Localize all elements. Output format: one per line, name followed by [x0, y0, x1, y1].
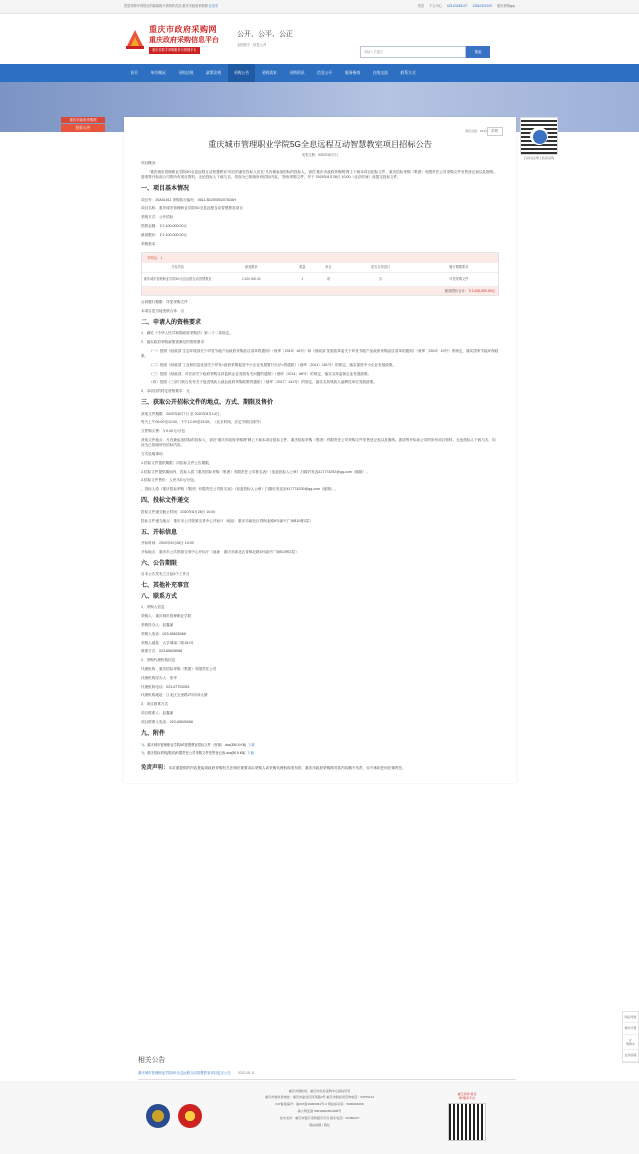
paragraph: 文件购买费：￥0.00元/分包 [141, 429, 185, 434]
paragraph: 3．项目联系方式 [141, 702, 169, 707]
related-link[interactable]: 重庆城市管理职业学院5G全息远程互动智慧教室项目更正公告 2020-08-11 [138, 1071, 516, 1080]
section-2-body [141, 331, 499, 394]
phone-1: 023-63188127 [446, 4, 468, 9]
wechat-qr-panel [518, 117, 560, 160]
section-heading: 一、项目基本情况 [141, 186, 190, 193]
nav-item[interactable]: 信息公开 [317, 71, 333, 75]
download-link[interactable]: 下载 [248, 742, 255, 747]
paragraph: 开标时间：2020年8月28日 10:00 [141, 540, 194, 545]
nav-item[interactable]: 采购法规 [178, 71, 194, 75]
paragraph: （一）按照《财政部 生态环境部关于印发节能产品政府采购品目清单的通知》（财库〔2019〕18号）和《财政部 发展改革委关于印发节能产品政府采购品目清单的通知》（财库〔2019〕19号）的规定，落实国家节能环保政策。 [141, 348, 499, 358]
overview-label: 项目概况： [141, 161, 159, 166]
location-switch[interactable]: 区县市 [208, 4, 219, 9]
overview-text: “重庆城市管理职业学院5G全息远程互动智慧教室”项目的潜在投标人应在“凡有兼参加招标的投标人，请在‘重庆市政府采购网’网上下载本项目招标文件，重庆招标采购（集团）有限责任公司采购文件发售登记表以及图纸。需请等开标前公司的所有项目资料，无论投标人下载与否，均视为已知晓所有招标内容。”获取采购文件，并于 2020年8月28日 10:00（北京时间）前提交投标文件。 [141, 169, 497, 180]
phone-2: 13810301919 [472, 4, 492, 9]
table-header: 单位 [315, 263, 341, 273]
table-header: 分包内容 [142, 263, 213, 273]
package-caption: 采购包：1 [142, 253, 498, 263]
table-sum: 最高限价合计：￥2,100,000.00元 [142, 287, 498, 295]
paragraph: 3.招标文件售价：人民币0元/分包。 [141, 478, 198, 483]
section-1-after [141, 300, 499, 314]
attachment-name[interactable]: 重庆招标采购(集团)有限责任公司采购文件发售登记表.doc(80.5 KB) [147, 751, 246, 756]
section-heading: 四、投标文件递交 [141, 498, 190, 505]
attachment-name[interactable]: 重庆城市管理职业学院5G智慧教室招标文件（音频）.doc(350.5 KB) [147, 742, 247, 747]
nav-item[interactable]: 在线交流 [372, 71, 388, 75]
search-input[interactable]: 请输入关键字 [360, 46, 466, 58]
table-cell: 否 [342, 273, 420, 287]
footer-line: 重庆市财政局地址：重庆市渝北区同茂路3号 重庆市财政局咨询电话：62575112 [265, 1095, 374, 1100]
logo-line-2: 重庆政府采购信息平台 [149, 36, 219, 44]
paragraph: 采购需求： [141, 241, 159, 246]
paragraph: ，投标人将《重庆招标采购（集团）有限责任公司报名表》（加盖投标人公章）扫描后发送至417774292@qq.com（邮箱）。 [141, 487, 338, 492]
paragraph: （四）按照《三部门联合发布关于促进残疾人就业政府采购政策的通知》（财库〔2017〕141号）的规定，落实支持残疾人福利性单位发展政策。 [149, 380, 377, 385]
paragraph: 自本公告发布之日起5个工作日 [141, 572, 190, 577]
side-toolbar [622, 1011, 639, 1063]
search-button[interactable]: 搜索 [466, 46, 490, 58]
paragraph: 项目号：20A01511 采购执行编号：0611-B22000020752AH [141, 197, 236, 202]
party-emblem-icon [178, 1104, 202, 1128]
print-button[interactable]: 打印 [487, 127, 503, 136]
disclaimer [141, 765, 499, 773]
paragraph: 投标文件递交地点：重庆市公共资源交易中心开标厅（地址：重庆市渝北区青枫北路6号渝兴广场B10栋2层） [141, 518, 314, 523]
paragraph: 方式说明事项： [141, 452, 167, 457]
paragraph: 2．采购代理机构信息 [141, 658, 176, 663]
paragraph: （三）按照《财政部、司法部关于政府采购支持监狱企业发展有关问题的通知》（财库〔2014〕68号）的规定，落实支持监狱企业发展政策。 [149, 371, 372, 376]
section-5-body [141, 541, 499, 555]
nav-item[interactable]: 服务指南 [344, 71, 361, 75]
search-bar [360, 46, 490, 58]
logo-text [149, 24, 219, 53]
footer-line: ICP备案编号：渝ICP备19006961号-2 网站标识码：5000000100 [275, 1102, 364, 1107]
section-heading: 七、其他补充事宜 [141, 583, 190, 590]
badge-line-2: 招标公告 [61, 124, 105, 132]
paragraph: 代理机构：重庆招标采购（集团）有限责任公司 [141, 667, 217, 672]
header [0, 14, 639, 64]
paragraph: 最高限价：￥2,100,000.00元 [141, 232, 188, 237]
publish-date: 发布日期：2020年8月7日 [301, 152, 339, 157]
attachment-item [141, 751, 499, 756]
nav-item[interactable]: 政策法规 [206, 71, 222, 75]
download-link[interactable]: 下载 [247, 751, 254, 756]
package-table [141, 252, 499, 297]
qr-code-icon [520, 117, 558, 155]
side-cart-button[interactable]: 🛒 购物车 [623, 1035, 638, 1051]
section-heading: 三、获取公开招标文件的地点、方式、期限及售价 [141, 400, 274, 407]
paragraph: 获取文件期限：2020年8月7日 至 2020年8月14日。 [141, 411, 223, 416]
related-notices [138, 1056, 516, 1080]
nav-item[interactable]: 采购公告 [228, 64, 256, 82]
table-cell: 重庆城市管理职业学院5G全息远程互动智慧教室 [142, 273, 213, 287]
paragraph: 2．落实政府采购政策需满足的资格要求： [141, 339, 208, 344]
nav-item[interactable]: 采购需求 [261, 71, 277, 75]
paragraph: 采购人电话：023-65626068 [141, 631, 186, 636]
paragraph: 预算金额：￥2,100,000.00元 [141, 224, 188, 228]
footer-qr-code-icon [448, 1103, 486, 1141]
paragraph: 每天上午00:00至12:00，下午12:00至23:59。（北京时间，法定节假日除外） [141, 420, 264, 425]
logo-line-3: 重庆市数字采购服务与管理平台 [149, 47, 200, 54]
table-header: 履行期限要求 [420, 263, 498, 273]
footer-qr-title: 重庆采购“喜采购”服务平台 [457, 1092, 477, 1101]
side-service-button[interactable]: 在线客服 [623, 1050, 638, 1061]
logo[interactable] [124, 24, 219, 53]
paragraph: 获取文件地点：凡有兼参加招标的投标人，请在“重庆市政府采购网”网上下载本项目招标文件、重庆招标采购（集团）有限责任公司采购文件发售登记表以及图纸。需请等开标前公司的所有项目资料，无论投标人下载与否，均视为已知晓所有招标内容。 [141, 438, 496, 448]
table-header: 最高限价 [213, 263, 289, 273]
paragraph: 项目联系人电话：023-65626068 [141, 719, 193, 724]
nav-item[interactable]: 单位概况 [150, 71, 166, 75]
footer-links[interactable]: 网站地图 | 隐私 [308, 1123, 331, 1128]
nav-item[interactable]: 首页 [130, 71, 138, 75]
section-1-body [141, 198, 499, 247]
app-logo-icon [533, 130, 547, 144]
section-8-body [141, 605, 499, 725]
top-bar [0, 0, 639, 14]
top-link-user-center[interactable]: 个人中心 [429, 4, 442, 9]
disclaimer-label: 免责声明： [141, 765, 169, 772]
article-panel [69, 117, 516, 783]
table-header: 数量 [289, 263, 315, 273]
attachments [141, 743, 499, 757]
table-cell: 项 [315, 273, 341, 287]
related-date: 2020-08-11 [237, 1070, 255, 1075]
section-heading: 六、公告期限 [141, 560, 178, 567]
paragraph: 采购人地址：大学城南二路151号 [141, 640, 194, 645]
top-bar-right [418, 4, 515, 9]
paragraph: 采购方式：公开招标 [141, 215, 174, 220]
cart-icon: 🛒 [628, 1037, 633, 1042]
paragraph: 合同履行期限：详见采购文件 [141, 299, 188, 304]
logo-emblem-icon [124, 28, 146, 50]
paragraph: 投标文件递交截止时间：2020年8月28日 10:00 [141, 509, 216, 514]
paragraph: 代理机构电话：023-67702053 [141, 684, 190, 689]
footer [0, 1081, 639, 1154]
section-heading: 九、附件 [141, 731, 166, 737]
paragraph: 项目名称：重庆城市管理职业学院5G全息远程互动智慧教室项目 [141, 206, 243, 211]
paragraph: 项目联系人：赵鑫丽 [141, 711, 174, 715]
side-nav-button[interactable]: 网站导航 [623, 1012, 638, 1023]
section-4-body [141, 510, 499, 524]
nav-item[interactable]: 采购资讯 [289, 71, 305, 75]
main-nav [0, 64, 639, 82]
slogan-main: 公开、公平、公正 [237, 31, 293, 39]
app-link[interactable]: 重庆采购app [496, 4, 515, 9]
paragraph: 3．本项目的特定资格要求：无 [141, 389, 190, 394]
view-count: 浏览次数：833次 [464, 129, 488, 133]
attachment-icon: 📎 [141, 751, 146, 756]
top-bar-left: 您是采购中得您目的闻系统兴采购的首页:重庆市政府采购网 区县市 [124, 4, 219, 9]
section-3-body [141, 412, 499, 493]
paragraph: 代理机构经办人：张华 [141, 675, 177, 680]
qr-caption: 扫码关注掌上政府采购 [523, 156, 554, 160]
table-cell: 1 [289, 273, 315, 287]
paragraph: 2.招标文件提供期间内，投标人将《重庆招标采购（集团）有限责任公司报名表》（加盖投标人公章）扫描后发送417774292@qq.com（邮箱）。 [141, 469, 370, 474]
section-heading: 五、开标信息 [141, 529, 178, 536]
footer-line: 渝公网安备 50019002501909号 [297, 1109, 342, 1114]
table-row [142, 273, 498, 287]
paragraph: 1.招标文件提供期限：同招标文件公告期限。 [141, 460, 213, 465]
table-cell: 详见采购文件 [420, 273, 498, 287]
sum-value: ￥2,100,000.00元 [468, 289, 495, 294]
paragraph: 采购人：重庆城市管理职业学院 [141, 614, 192, 619]
top-link-home[interactable]: 首页 [417, 4, 425, 9]
category-badge [61, 117, 105, 132]
table-header: 是否支持进口 [342, 263, 420, 273]
page-title: 重庆城市管理职业学院5G全息远程互动智慧教室项目招标公告 [208, 140, 432, 149]
section-heading: 八、联系方式 [141, 594, 178, 601]
side-manual-button[interactable]: 操作手册 [623, 1023, 638, 1034]
paragraph: 1．采购人信息 [141, 605, 165, 610]
logo-line-1: 重庆市政府采购网 [149, 25, 217, 35]
paragraph: 采购经办人：赵鑫丽 [141, 623, 174, 628]
paragraph: 本项目是否接受联合体：否 [141, 308, 185, 313]
slogan [237, 30, 293, 48]
police-emblem-icon [146, 1104, 170, 1128]
paragraph: （二）按照《财政部 工业和信息化部关于印发<政府采购促进中小企业发展暂行办法>的通知》（财库〔2011〕181号）的规定，落实促进中小企业发展政策。 [149, 362, 397, 367]
related-title: 相关公告 [138, 1057, 166, 1064]
table-cell: 2,100,000.00 [213, 273, 289, 287]
paragraph: 开标地点：重庆市公共资源交易中心开标厅（地址：重庆市渝北区青枫北路6号渝兴广场B10栋2层） [141, 549, 299, 554]
paragraph: 1．满足《中华人民共和国政府采购法》第二十二条规定。 [141, 331, 233, 336]
footer-line: 技术支持：重庆市数字采购服务平台 联系电话：02382227 [279, 1116, 360, 1121]
attachment-icon: 📎 [141, 742, 146, 747]
slogan-sub: 全国首个 · 信息公开 [237, 43, 267, 48]
section-6-body [141, 572, 499, 577]
paragraph: 联系方式：023-65626068 [141, 649, 183, 654]
badge-line-1: 重庆市政府采购网 [61, 117, 105, 123]
nav-item[interactable]: 联系方式 [400, 71, 416, 75]
section-heading: 二、申请人的资格要求 [141, 319, 202, 326]
footer-line: 重庆市财政局、重庆市政府采购中心版权所有 [288, 1088, 351, 1093]
disclaimer-text: 本页面提供的内容是接项政府采购有关法律法规要求由采购人或采购代理机构发布的，重庆市政府采购网对其内容概不负责，亦不承担任何法律责任。 [168, 766, 406, 771]
paragraph: 代理机构地址：江北区五里路2号培训大厦 [141, 693, 208, 698]
attachment-item [141, 743, 499, 748]
